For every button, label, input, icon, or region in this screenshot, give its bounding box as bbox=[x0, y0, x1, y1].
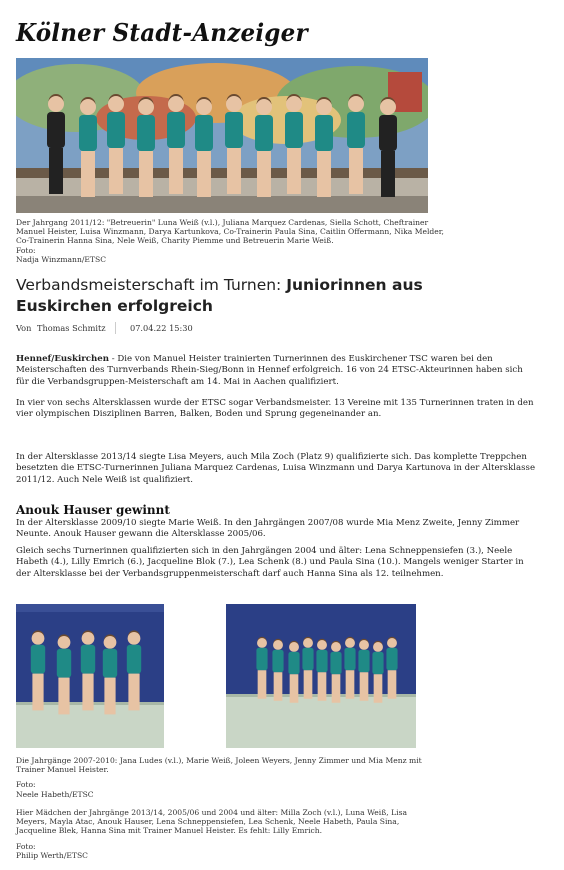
article-place: Hennef/Euskirchen bbox=[16, 354, 109, 364]
group-photo-2007-2010 bbox=[16, 604, 164, 748]
bottom-caption-1-text: Die Jahrgänge 2007-2010: Jana Ludes (v.l.), Marie Weiß, Joleen Weyers, Jenny Zimmer und Mia Menz mit Trainer Manuel Heister. bbox=[16, 756, 422, 775]
hero-caption-text: Der Jahrgang 2011/12: "Betreuerin" Luna Weiß (v.l.), Juliana Marquez Cardenas, Siella Schott, Cheftrainer Manuel Heister, Luisa Winzmann, Darya Kartunkova, Co-Trainerin Paula Sina, Caitlin Offermann, Nika Melder, Co-Trainerin Hanna Sina, Nele Weiß, Charity Piemme und Betreuerin Marie Weiß. bbox=[16, 218, 444, 246]
group-photo-mixed bbox=[226, 604, 416, 748]
byline-author[interactable]: Thomas Schmitz bbox=[36, 323, 106, 333]
hero-photographer: Nadja Winzmann/ETSC bbox=[16, 254, 107, 264]
hero-foto-label: Foto: bbox=[16, 245, 36, 255]
article-headline bbox=[16, 275, 516, 317]
article-paragraph-1 bbox=[16, 354, 536, 388]
byline bbox=[16, 323, 106, 333]
bottom-caption-1-foto-label: Foto: bbox=[16, 780, 36, 790]
bottom-caption-2-foto-label: Foto: bbox=[16, 841, 36, 851]
article-paragraph-3: In der Altersklasse 2013/14 siegte Lisa Meyers, auch Mila Zoch (Platz 9) qualifizierte sich. Das komplette Treppchen besetzten die ETSC-Turnerinnen Juliana Marquez Cardenas, Luisa Winzmann und Darya Kartunova in der Altersklasse 2011/12. Auch Nele Weiß ist qualifiziert. bbox=[16, 452, 536, 485]
bottom-caption-1-photographer: Neele Habeth/ETSC bbox=[16, 789, 94, 799]
byline-prefix: Von bbox=[16, 323, 32, 333]
byline-divider bbox=[115, 322, 116, 334]
article-p1-text: - Die von Manuel Heister trainierten Turnerinnen des Euskirchener TSC waren bei den Meisterschaften des Turnverbands Rhein-Sieg/Bonn in Hennef erfolgreich. 16 von 24 ETSC-Akteurinnen haben sich für die Verbandsgruppen-Meisterschaft am 14. Mai in Aachen qualifiziert. bbox=[16, 354, 523, 387]
article-subheading: Anouk Hauser gewinnt bbox=[16, 503, 170, 517]
article-paragraph-4: In der Altersklasse 2009/10 siegte Marie Weiß. In den Jahrgängen 2007/08 wurde Mia Menz Zweite, Jenny Zimmer Neunte. Anouk Hauser gewann die Altersklasse 2005/06. bbox=[16, 518, 520, 540]
headline-title: Juniorinnen aus Euskirchen erfolgreich bbox=[16, 276, 423, 315]
newspaper-masthead[interactable]: Kölner Stadt-Anzeiger bbox=[16, 18, 308, 47]
bottom-caption-2-text: Hier Mädchen der Jahrgänge 2013/14, 2005/06 und 2004 und älter: Milla Zoch (v.l.), Luna Weiß, Lisa Meyers, Mayla Atac, Anouk Hauser, Lena Schneppensiefen, Lea Schenk, Neele Habeth, Paula Sina, Jacqueline Blek, Hanna Sina mit Trainer Manuel Heister. Es fehlt: Lilly Emrich. bbox=[16, 808, 407, 836]
byline-date: 07.04.22 15:30 bbox=[130, 323, 193, 333]
bottom-caption-1 bbox=[16, 756, 436, 799]
bottom-caption-2 bbox=[16, 808, 436, 860]
article-paragraph-2: In vier von sechs Altersklassen wurde der ETSC sogar Verbandsmeister. 13 Vereine mit 135 Turnerinnen traten in den vier olympischen Disziplinen Barren, Balken, Boden und Sprung gegeneinander an. bbox=[16, 398, 534, 420]
hero-team-photo bbox=[16, 58, 428, 213]
article-paragraph-5: Gleich sechs Turnerinnen qualifizierten sich in den Jahrgängen 2004 und älter: Lena Schneppensiefen (3.), Neele Habeth (4.), Lilly Emrich (6.), Jacqueline Blok (7.), Lea Schenk (8.) und Paula Sina (10.). Mangels weniger Starter in der Altersklasse bei der Verbandsgruppenmeisterschaft darf auch Hanna Sina als 12. teilnehmen. bbox=[16, 546, 524, 579]
bottom-caption-2-photographer: Philip Werth/ETSC bbox=[16, 850, 88, 860]
headline-kicker: Verbandsmeisterschaft im Turnen: bbox=[16, 276, 282, 294]
hero-caption bbox=[16, 218, 446, 264]
